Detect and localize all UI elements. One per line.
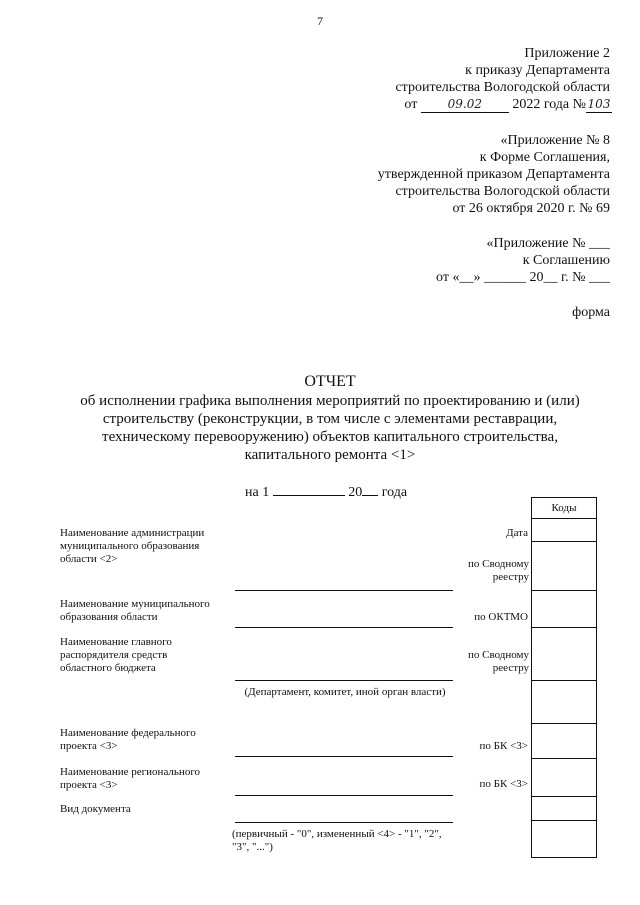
- federal-input-line[interactable]: [235, 756, 453, 757]
- report-title: ОТЧЕТ: [304, 373, 356, 390]
- appendix2-line2: к приказу Департамента: [465, 63, 610, 78]
- report-date-line: [245, 481, 407, 501]
- label-consolidated-registry-2: по Сводному реестру: [467, 649, 529, 674]
- page-number: 7: [317, 14, 323, 28]
- appendix8-line4: строительства Вологодской области: [395, 184, 610, 199]
- report-subtitle-line1: об исполнении графика выполнения мероприятий по проектированию и (или): [80, 393, 580, 409]
- number-field: [586, 96, 612, 113]
- handwritten-date: 09.02: [447, 97, 482, 111]
- regional-input-line[interactable]: [235, 795, 453, 796]
- agreement-line3: от «__» ______ 20__ г. № ___: [436, 270, 610, 285]
- codes-row-divider: [531, 758, 597, 759]
- appendix8-line3: утвержденной приказом Департамента: [377, 167, 610, 182]
- from-label: от: [404, 97, 418, 112]
- agreement-line2: к Соглашению: [522, 253, 610, 268]
- label-admin: Наименование администрации муниципального образования области <2>: [60, 527, 205, 565]
- doc-type-input-line[interactable]: [235, 822, 453, 823]
- label-date: Дата: [506, 527, 528, 539]
- label-municipal: Наименование муниципального образования области: [60, 598, 210, 623]
- label-regional-project: Наименование регионального проекта <3>: [60, 766, 201, 791]
- department-note: (Департамент, комитет, иной орган власти): [244, 686, 446, 698]
- year-text: 2022 года: [512, 97, 570, 112]
- appendix2-line3: строительства Вологодской области: [395, 80, 610, 95]
- agreement-line1: «Приложение № ___: [486, 236, 610, 251]
- codes-row-divider: [531, 627, 597, 628]
- codes-row-divider: [531, 680, 597, 681]
- date-year-field: [362, 481, 378, 496]
- codes-header: Коды: [531, 497, 597, 519]
- report-subtitle-line4: капитального ремонта <1>: [244, 447, 416, 463]
- report-subtitle-line3: техническому перевооружению) объектов капитального строительства,: [102, 429, 558, 445]
- date-suffix: года: [381, 485, 408, 500]
- doc-kind-note: (первичный - "0", измененный <4> - "1", "2", "3", "..."): [232, 828, 442, 853]
- codes-row-divider: [531, 723, 597, 724]
- main-manager-input-line[interactable]: [235, 680, 453, 681]
- municipal-input-line[interactable]: [235, 627, 453, 628]
- form-word: форма: [572, 305, 610, 320]
- date-field: [421, 96, 509, 113]
- codes-row-divider: [531, 541, 597, 542]
- appendix8-line2: к Форме Соглашения,: [479, 150, 610, 165]
- appendix2-line1: Приложение 2: [524, 46, 610, 61]
- date-century: 20: [348, 485, 363, 500]
- report-subtitle-line2: строительству (реконструкции, в том числе с элементами реставрации,: [102, 411, 558, 427]
- label-consolidated-registry-1: по Сводному реестру: [467, 558, 529, 583]
- label-bk-1: по БК <3>: [479, 740, 528, 752]
- label-main-manager: Наименование главного распорядителя средств областного бюджета: [60, 636, 172, 674]
- label-doc-type: Вид документа: [60, 803, 131, 815]
- date-month-field: [273, 481, 345, 496]
- date-prefix: на 1: [245, 485, 270, 500]
- handwritten-number: 103: [587, 97, 611, 111]
- admin-input-line[interactable]: [235, 590, 453, 591]
- label-federal-project: Наименование федерального проекта <3>: [60, 727, 196, 752]
- appendix8-line1: «Приложение № 8: [500, 133, 610, 148]
- number-label: №: [572, 97, 586, 112]
- codes-row-divider: [531, 796, 597, 797]
- appendix2-date-line: [404, 96, 612, 113]
- codes-column: [531, 518, 597, 858]
- codes-row-divider: [531, 820, 597, 821]
- appendix8-line5: от 26 октября 2020 г. № 69: [452, 201, 610, 216]
- codes-row-divider: [531, 590, 597, 591]
- label-oktmo: по ОКТМО: [474, 611, 528, 623]
- label-bk-2: по БК <3>: [479, 778, 528, 790]
